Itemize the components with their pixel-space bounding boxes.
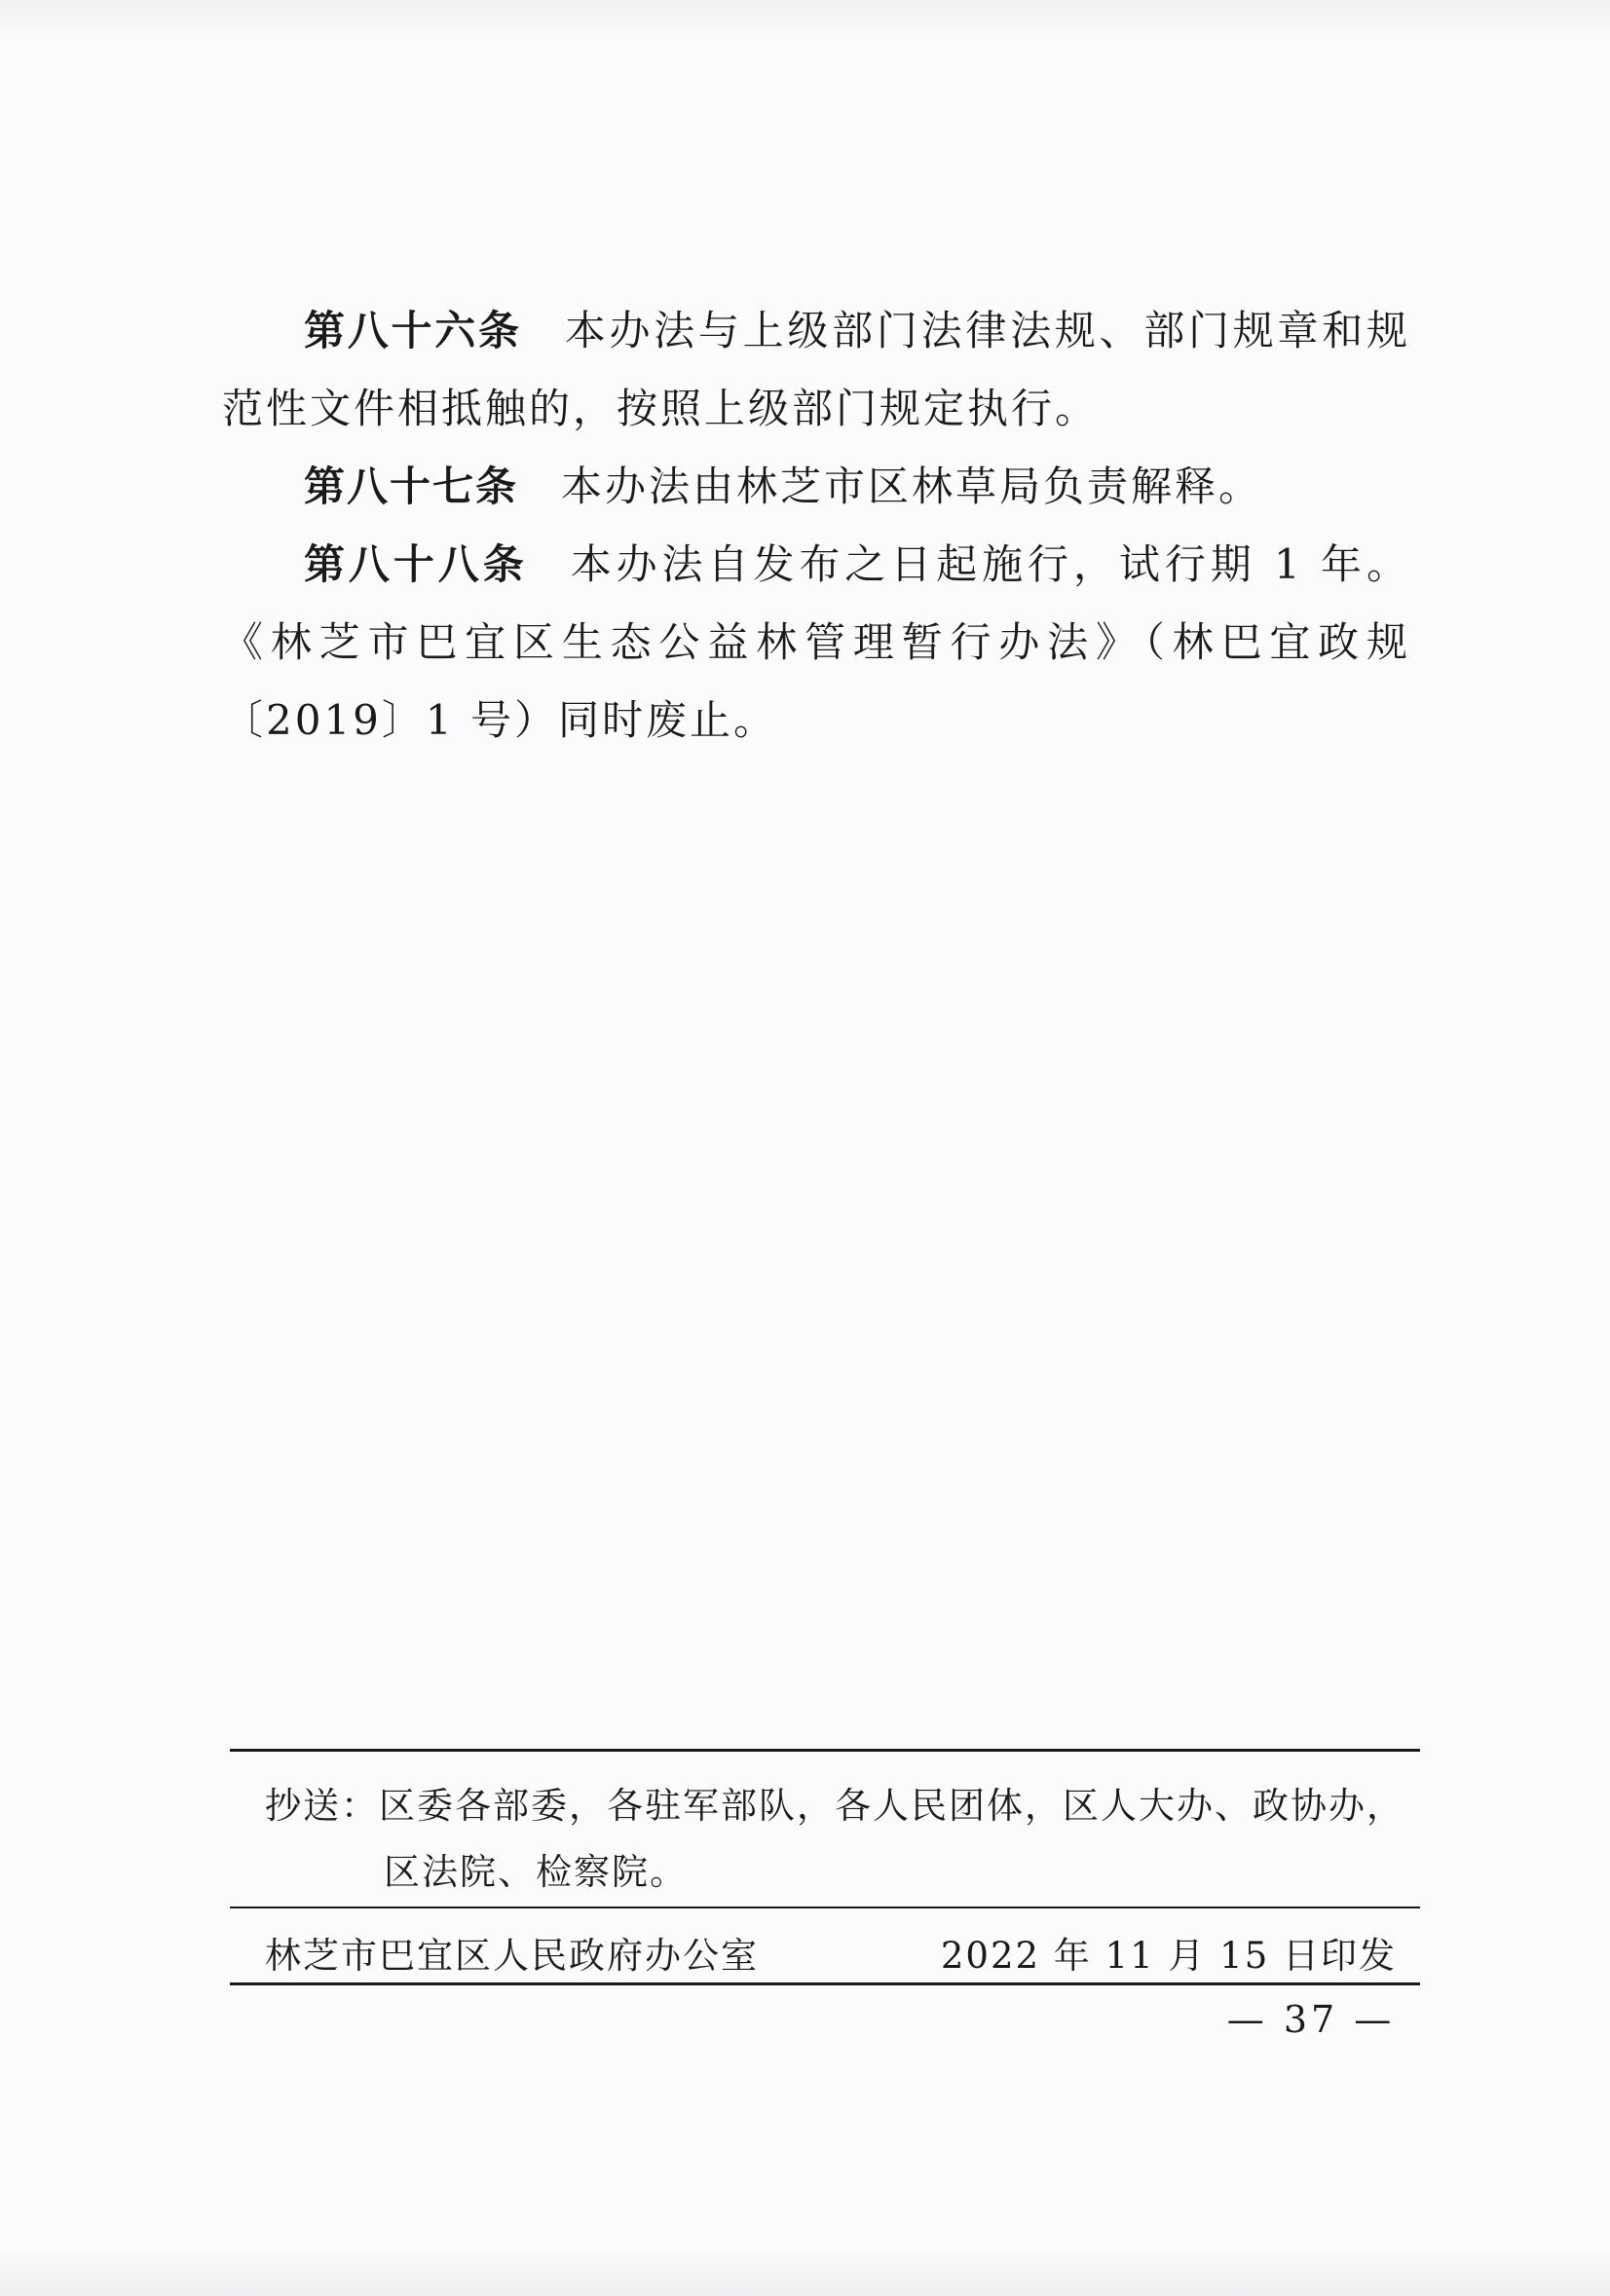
article-heading: 第八十七条 (304, 463, 519, 510)
article-87 (222, 448, 1410, 526)
issuing-office: 林芝市巴宜区人民政府办公室 (265, 1935, 759, 1977)
footer-rule-middle (230, 1907, 1420, 1908)
footer-rule-bottom (230, 1982, 1420, 1985)
document-body (222, 292, 1410, 759)
scan-shadow-top (0, 0, 1610, 39)
footer-rule-top (230, 1749, 1420, 1752)
article-heading: 第八十八条 (304, 540, 528, 588)
article-text: 本办法自发布之日起施行，试行期 1 年。《林芝市巴宜区生态公益林管理暂行办法》（林巴宜政规〔2019〕1 号）同时废止。 (222, 540, 1410, 744)
article-88 (222, 526, 1410, 759)
article-text: 本办法与上级部门法律法规、部门规章和规范性文件相抵触的，按照上级部门规定执行。 (222, 307, 1410, 432)
article-heading: 第八十六条 (304, 307, 522, 354)
article-86 (222, 292, 1410, 448)
issue-date: 2022 年 11 月 15 日印发 (940, 1935, 1397, 1977)
article-text: 本办法由林芝市区林草局负责解释。 (561, 463, 1263, 510)
cc-recipients-line1: 抄送：区委各部委，各驻军部队，各人民团体，区人大办、政协办， (265, 1785, 1404, 1827)
scan-shadow-bottom (0, 2247, 1610, 2296)
cc-recipients-line2: 区法院、检察院。 (384, 1851, 688, 1893)
page-number: — 37 — (1226, 1998, 1396, 2041)
